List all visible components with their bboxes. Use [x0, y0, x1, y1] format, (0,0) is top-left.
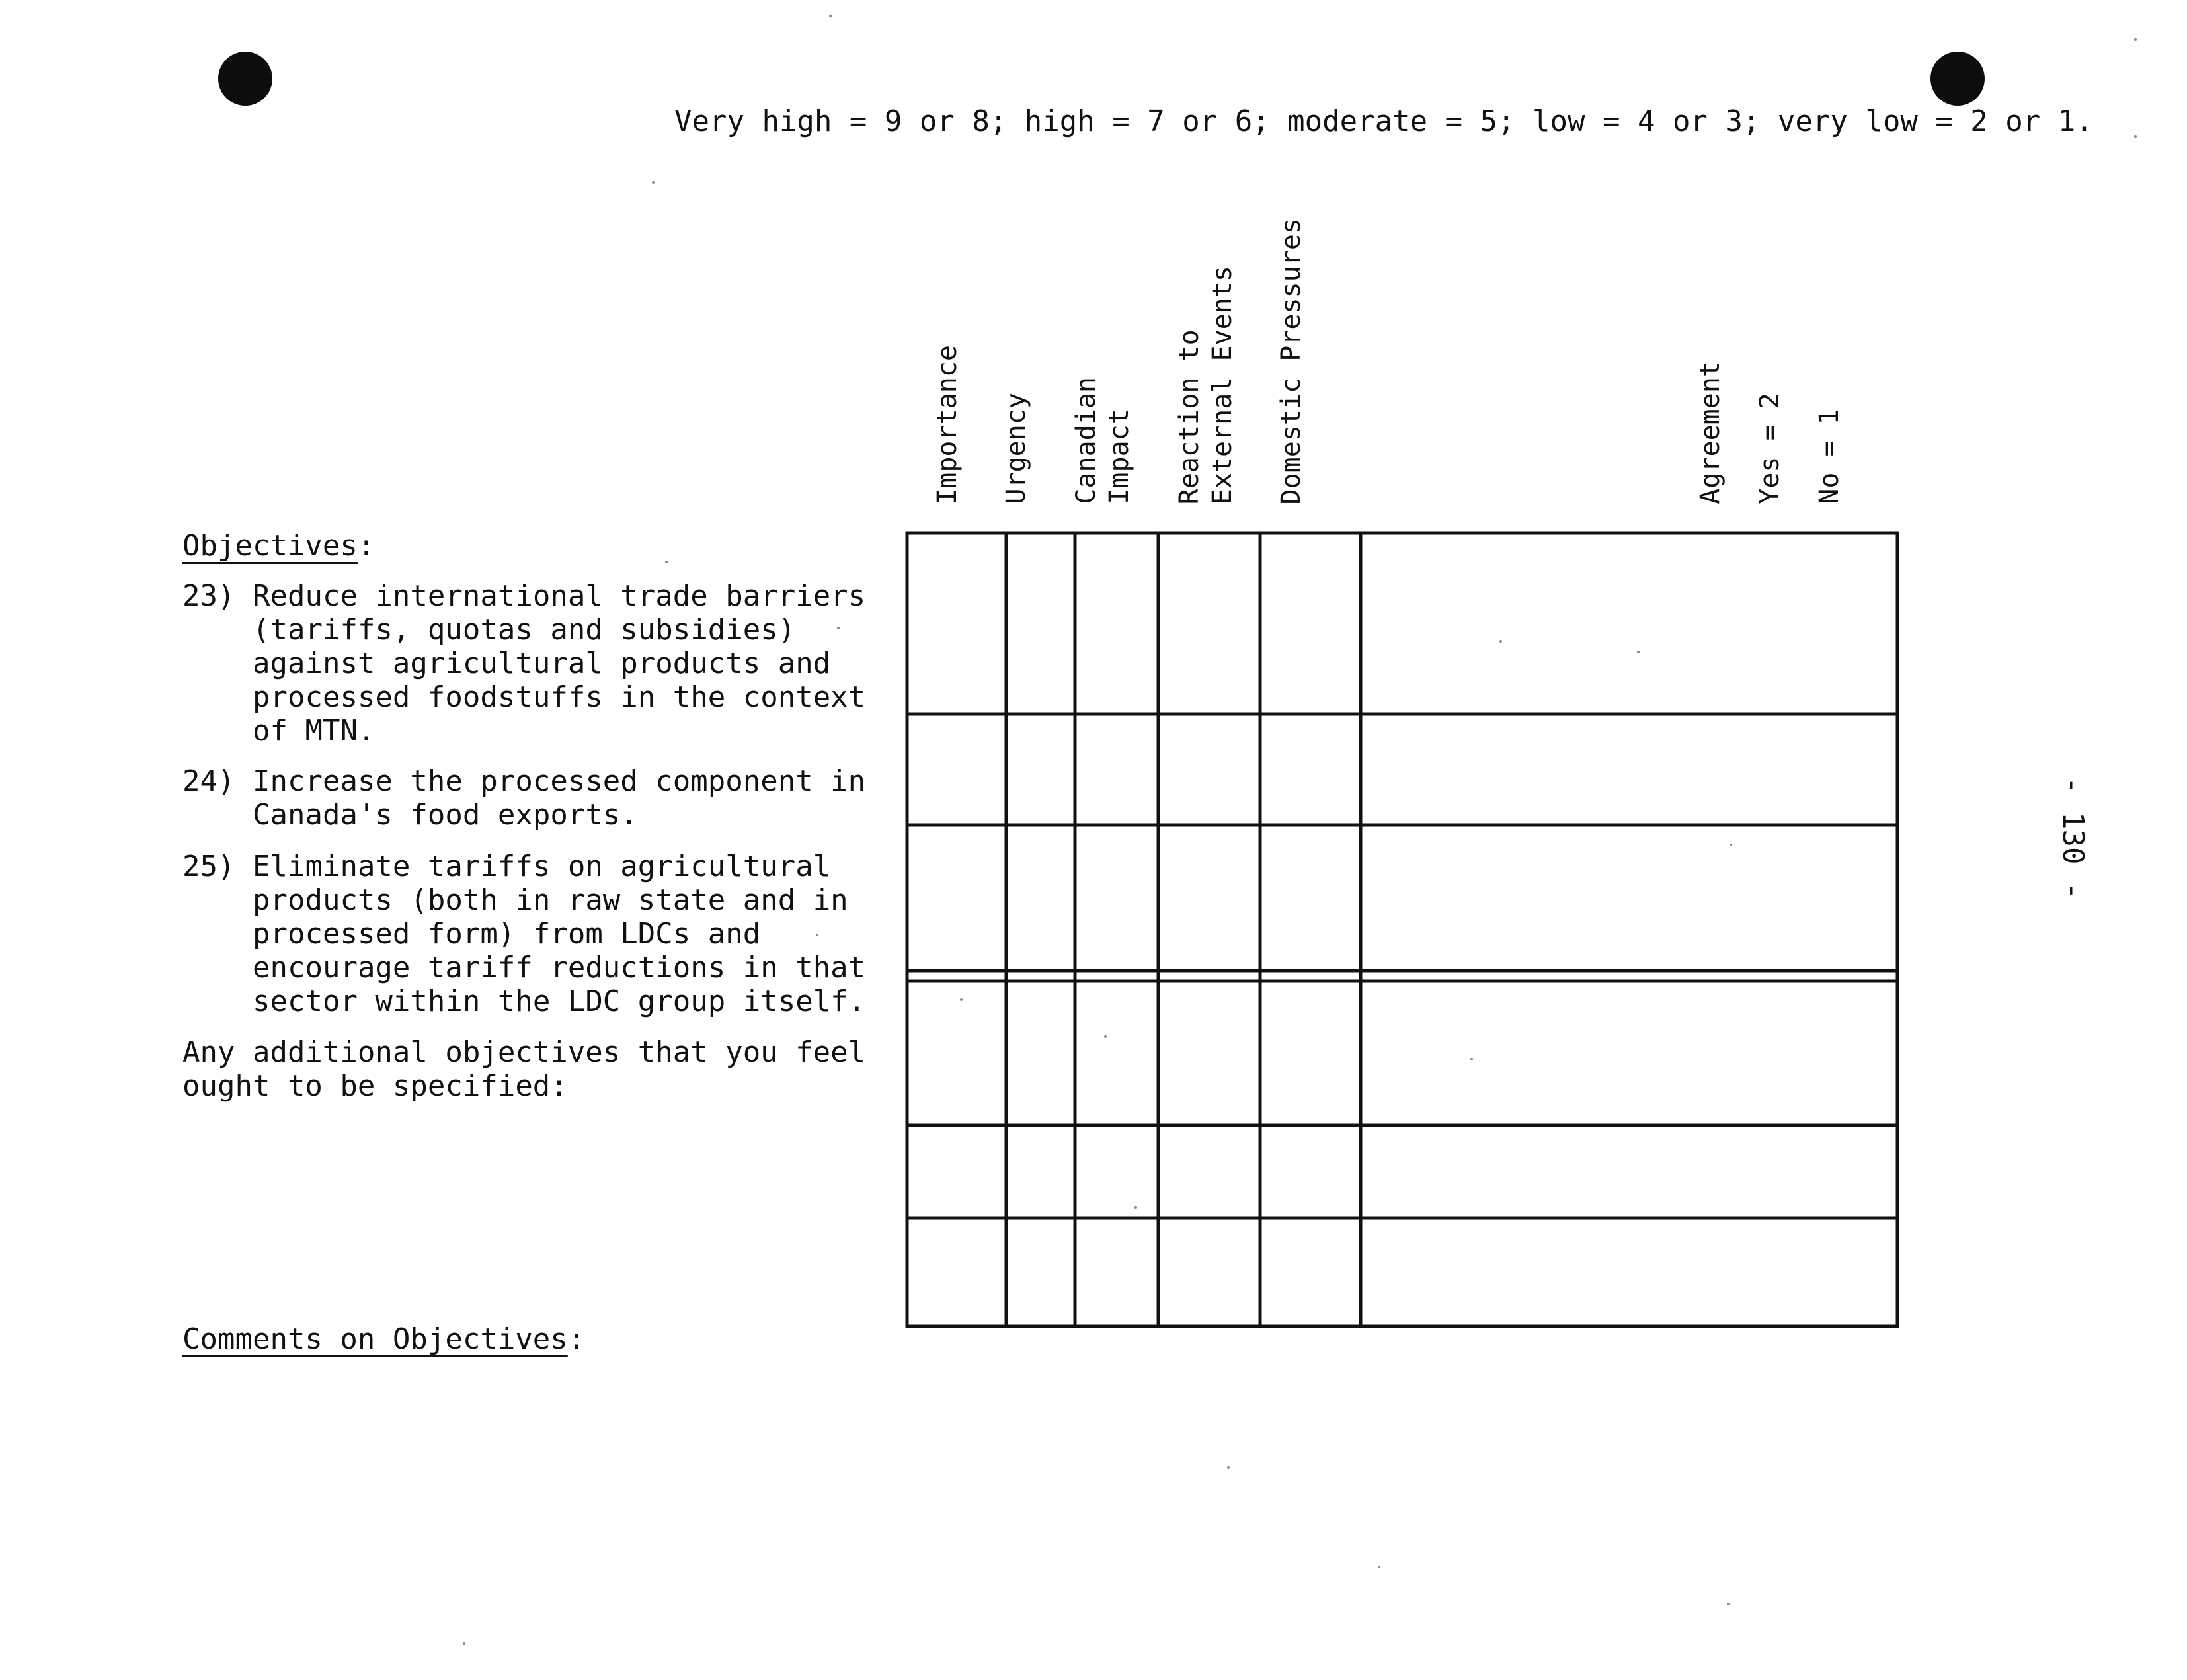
comments-heading-colon: : — [567, 1322, 586, 1356]
objective-text: Increase the processed component in Canada's food exports. — [253, 764, 866, 832]
additional-objectives-prompt: Any additional objectives that you feel ought to be specified: — [182, 1035, 866, 1103]
scan-speck — [1134, 1206, 1137, 1209]
objective-text: Reduce international trade barriers (tariffs, quotas and subsidies) against agricultural products and processed foodstuffs in the context of MTN. — [253, 579, 866, 748]
scan-speck — [837, 627, 840, 629]
column-header-reaction-external-events: Reaction to External Events — [1174, 265, 1238, 504]
scan-speck — [652, 181, 655, 184]
objectives-heading-colon: : — [357, 529, 376, 563]
column-header-domestic-pressures: Domestic Pressures — [1276, 218, 1306, 504]
scan-speck — [1378, 1566, 1380, 1568]
scan-speck — [2134, 38, 2137, 41]
column-header-urgency: Urgency — [1001, 393, 1031, 504]
column-header-importance: Importance — [932, 345, 963, 504]
objective-text: Eliminate tariffs on agricultural products (both in raw state and in processed form) from LDCs and encourage tariff reductions in that sector within the LDC group itself. — [253, 850, 866, 1018]
scan-speck — [665, 561, 668, 563]
objective-number: 24) — [182, 764, 235, 798]
comments-heading-text: Comments on Objectives — [182, 1322, 568, 1356]
scan-speck — [2134, 135, 2137, 138]
scan-speck — [1470, 1058, 1473, 1060]
scan-speck — [463, 1642, 465, 1645]
scan-speck — [816, 934, 818, 936]
column-header-agreement: Agreement Yes = 2 No = 1 — [1695, 361, 1845, 504]
objectives-heading-text: Objectives — [182, 529, 358, 563]
rating-scale-legend: Very high = 9 or 8; high = 7 or 6; moderate = 5; low = 4 or 3; very low = 2 or 1. — [674, 104, 2093, 138]
scan-speck — [1730, 844, 1732, 846]
column-header-canadian-impact: Canadian Impact — [1071, 377, 1134, 504]
scan-speck — [1227, 1466, 1230, 1469]
scan-speck — [1499, 640, 1502, 643]
page-number: - 130 - — [2056, 777, 2090, 900]
objective-number: 23) — [182, 579, 235, 613]
scan-speck — [829, 15, 832, 17]
rating-grid-border — [907, 533, 1897, 1326]
scan-speck — [1727, 1603, 1730, 1605]
scan-speck — [1637, 651, 1640, 653]
scan-speck — [1104, 1035, 1107, 1038]
scan-speck — [960, 998, 963, 1001]
objective-number: 25) — [182, 850, 235, 883]
